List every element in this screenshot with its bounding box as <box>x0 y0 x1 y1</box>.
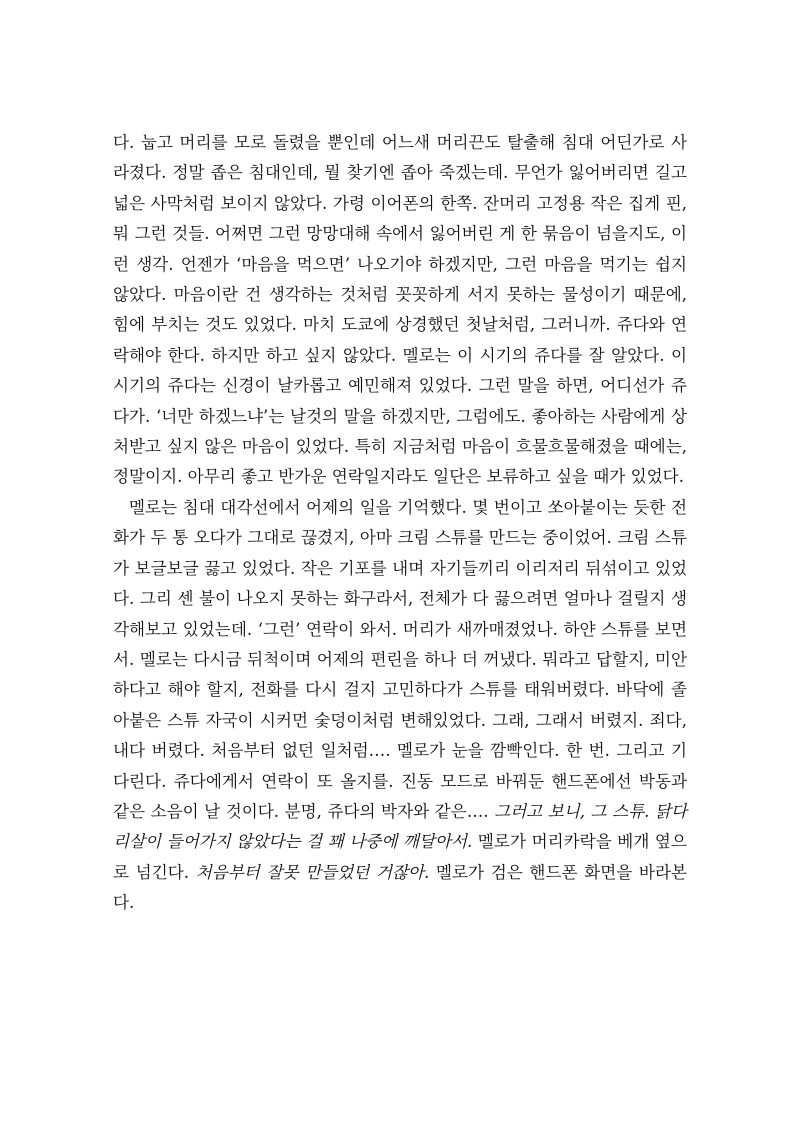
paragraph-text: 멜로가 검은 핸드폰 화면을 바라본다. <box>113 862 688 913</box>
paragraph <box>113 493 687 919</box>
italic-thought: 그러고 보니, 그 스튜. 닭다리살이 들어가지 않았다는 걸 꽤 나중에 깨달아서. <box>113 801 687 852</box>
paragraph <box>113 128 687 493</box>
italic-thought: 처음부터 잘못 만들었던 거잖아. <box>195 862 430 882</box>
paragraph-text: 멜로가 머리카락을 베개 옆으로 넘긴다. <box>113 832 687 882</box>
paragraph-text: 다. 눕고 머리를 모로 돌렸을 뿐인데 어느새 머리끈도 탈출해 침대 어딘가로 사라졌다. 정말 좁은 침대인데, 뭘 찾기엔 좁아 죽겠는데. 무언가 잃어버리면 길고 넓은 사막처럼 보이지 않았다. 가령 이어폰의 한쪽. 잔머리 고정용 작은 집게 핀, 뭐 그런 것들. 어쩌면 그런 망망대해 속에서 잃어버린 게 한 묶음이 넘을지도, 이런 생각. 언젠가 ‘마음을 먹으면’ 나오기야 하겠지만, 그런 마음을 먹기는 쉽지 않았다. 마음이란 건 생각하는 것처럼 꼿꼿하게 서지 못하는 물성이기 때문에, 힘에 부치는 것도 있었다. 마치 도쿄에 상경했던 첫날처럼, 그러니까. 쥬다와 연락해야 한다. 하지만 하고 싶지 않았다. 멜로는 이 시기의 쥬다를 잘 알았다. 이 시기의 쥬다는 신경이 날카롭고 예민해져 있었다. 그런 말을 하면, 어디선가 쥬다가. ‘너만 하겠느냐’는 날것의 말을 하겠지만, 그럼에도. 좋아하는 사람에게 상처받고 싶지 않은 마음이 있었다. 특히 지금처럼 마음이 흐물흐물해졌을 때에는, 정말이지. 아무리 좋고 반가운 연락일지라도 일단은 보류하고 싶을 때가 있었다. <box>113 133 687 487</box>
body-text <box>113 128 687 919</box>
paragraph-text: 멜로는 침대 대각선에서 어제의 일을 기억했다. 몇 번이고 쏘아붙이는 듯한 전화가 두 통 오다가 그대로 끊겼지, 아마 크림 스튜를 만드는 중이었어. 크림 스튜가 보글보글 끓고 있었다. 작은 기포를 내며 자기들끼리 이리저리 뒤섞이고 있었다. 그리 센 불이 나오지 못하는 화구라서, 전체가 다 끓으려면 얼마나 걸릴지 생각해보고 있었는데. ‘그런’ 연락이 와서. 머리가 새까매졌었나. 하얀 스튜를 보면서. 멜로는 다시금 뒤척이며 어제의 편린을 하나 더 꺼냈다. 뭐라고 답할지, 미안하다고 해야 할지, 전화를 다시 걸지 고민하다가 스튜를 태워버렸다. 바닥에 졸아붙은 스튜 자국이 시커먼 숯덩이처럼 변해있었다. 그래, 그래서 버렸지. 죄다, 내다 버렸다. 처음부터 없던 일처럼…. 멜로가 눈을 깜빡인다. 한 번. 그리고 기다린다. 쥬다에게서 연락이 또 올지를. 진동 모드로 바꿔둔 핸드폰에선 박동과 같은 소음이 날 것이다. 분명, 쥬다의 박자와 같은…. <box>113 497 687 821</box>
